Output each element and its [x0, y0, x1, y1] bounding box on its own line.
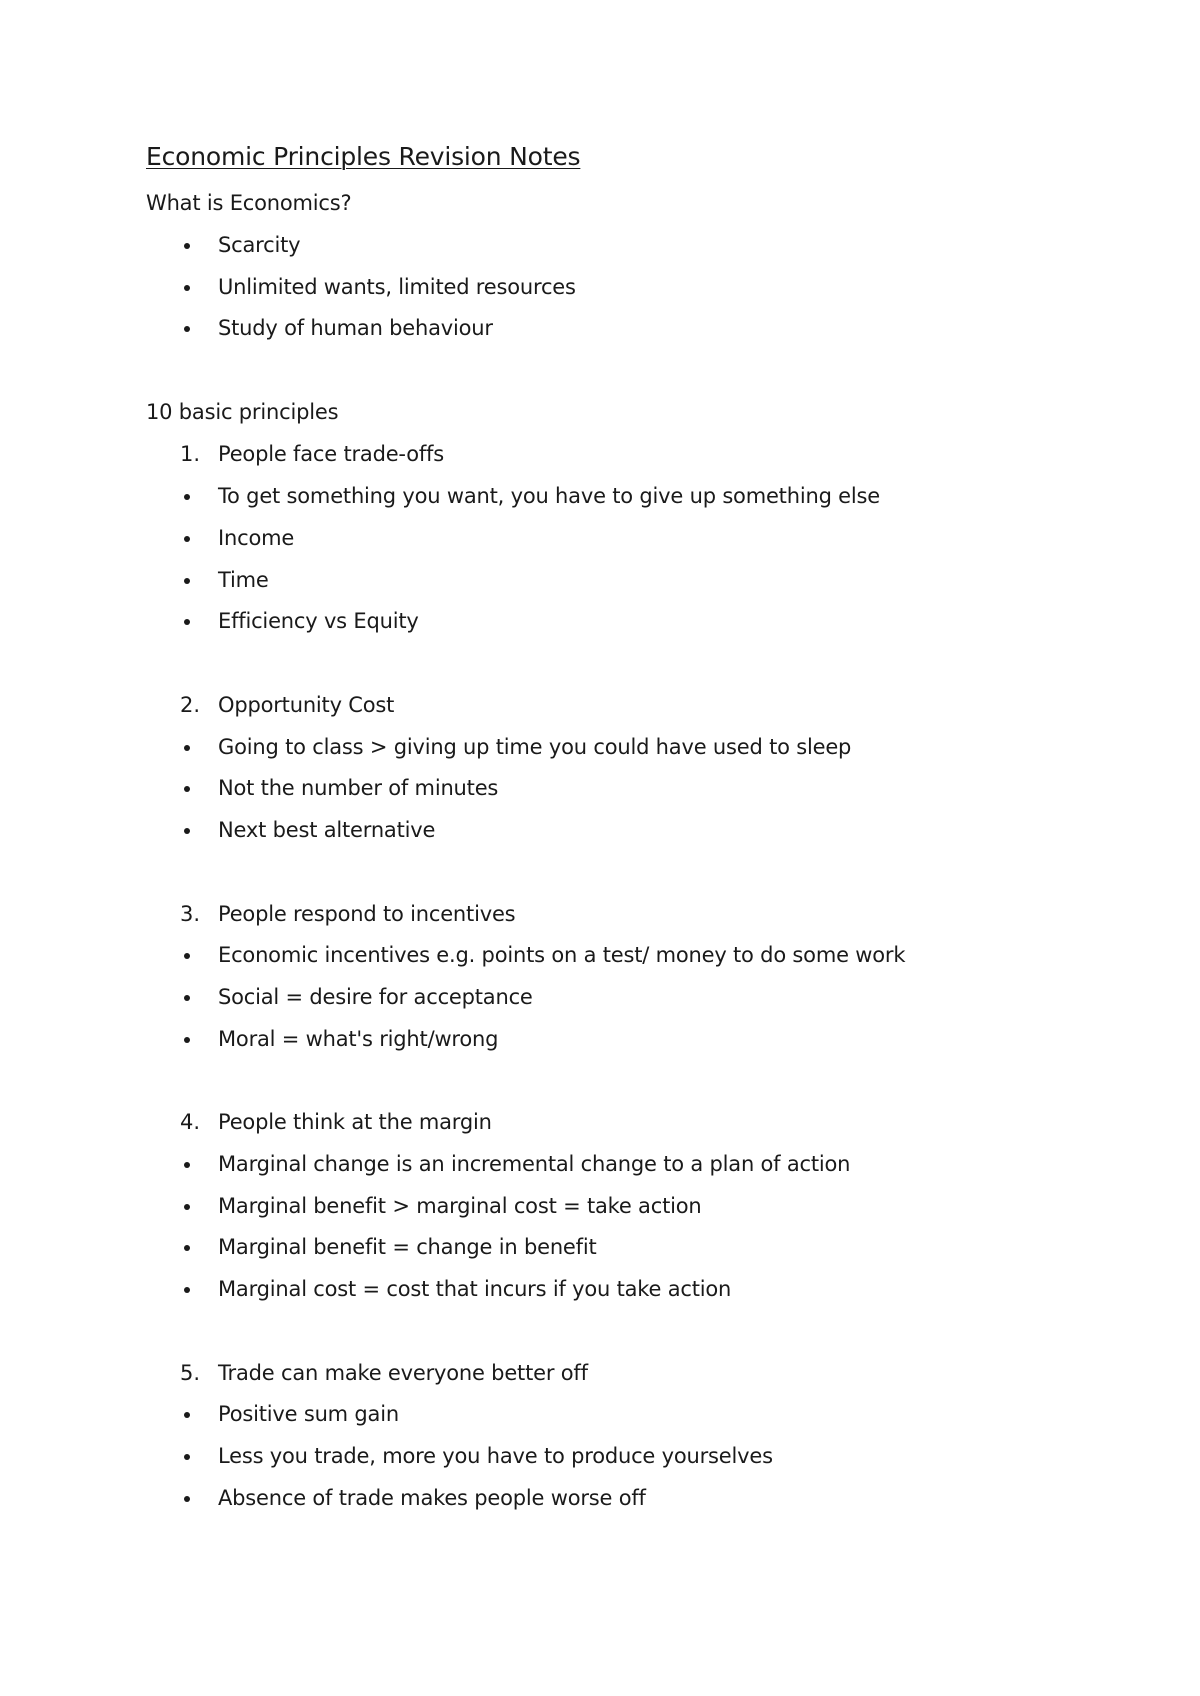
intro-heading: What is Economics?	[146, 191, 352, 215]
page-title: Economic Principles Revision Notes	[146, 142, 581, 171]
bullet-icon	[184, 1454, 190, 1460]
principle-bullet: Income	[218, 526, 295, 550]
principle-bullet: Less you trade, more you have to produce yourselves	[218, 1444, 773, 1468]
principle-bullet: Absence of trade makes people worse off	[218, 1486, 646, 1510]
principle-bullet: Not the number of minutes	[218, 776, 499, 800]
list-number: 4.	[180, 1110, 201, 1134]
bullet-icon	[184, 953, 190, 959]
principle-bullet: Moral = what's right/wrong	[218, 1027, 499, 1051]
bullet-icon	[184, 995, 190, 1001]
principle-title: Opportunity Cost	[218, 693, 395, 717]
principle-bullet: Marginal benefit = change in benefit	[218, 1235, 597, 1259]
principle-bullet: Next best alternative	[218, 818, 436, 842]
intro-bullet: Scarcity	[218, 233, 301, 257]
bullet-icon	[184, 1412, 190, 1418]
intro-bullet: Study of human behaviour	[218, 316, 493, 340]
principle-bullet: Going to class > giving up time you could have used to sleep	[218, 735, 852, 759]
principle-title: People respond to incentives	[218, 902, 516, 926]
principle-bullet: Marginal cost = cost that incurs if you take action	[218, 1277, 732, 1301]
principle-title: Trade can make everyone better off	[218, 1361, 588, 1385]
bullet-icon	[184, 536, 190, 542]
principle-bullet: Marginal benefit > marginal cost = take action	[218, 1194, 702, 1218]
bullet-icon	[184, 828, 190, 834]
principles-heading: 10 basic principles	[146, 400, 339, 424]
list-number: 3.	[180, 902, 201, 926]
bullet-icon	[184, 745, 190, 751]
principle-bullet: To get something you want, you have to give up something else	[218, 484, 880, 508]
principle-bullet: Economic incentives e.g. points on a test/ money to do some work	[218, 943, 906, 967]
bullet-icon	[184, 1162, 190, 1168]
list-number: 2.	[180, 693, 201, 717]
bullet-icon	[184, 243, 190, 249]
bullet-icon	[184, 494, 190, 500]
principle-bullet: Efficiency vs Equity	[218, 609, 419, 633]
principle-bullet: Time	[218, 568, 269, 592]
bullet-icon	[184, 619, 190, 625]
list-number: 5.	[180, 1361, 201, 1385]
principle-title: People think at the margin	[218, 1110, 492, 1134]
bullet-icon	[184, 285, 190, 291]
principle-bullet: Social = desire for acceptance	[218, 985, 533, 1009]
principle-title: People face trade-offs	[218, 442, 444, 466]
bullet-icon	[184, 1037, 190, 1043]
principle-bullet: Positive sum gain	[218, 1402, 399, 1426]
bullet-icon	[184, 1287, 190, 1293]
bullet-icon	[184, 1496, 190, 1502]
bullet-icon	[184, 1245, 190, 1251]
list-number: 1.	[180, 442, 201, 466]
bullet-icon	[184, 578, 190, 584]
principle-bullet: Marginal change is an incremental change to a plan of action	[218, 1152, 851, 1176]
bullet-icon	[184, 786, 190, 792]
bullet-icon	[184, 1204, 190, 1210]
bullet-icon	[184, 326, 190, 332]
intro-bullet: Unlimited wants, limited resources	[218, 275, 576, 299]
